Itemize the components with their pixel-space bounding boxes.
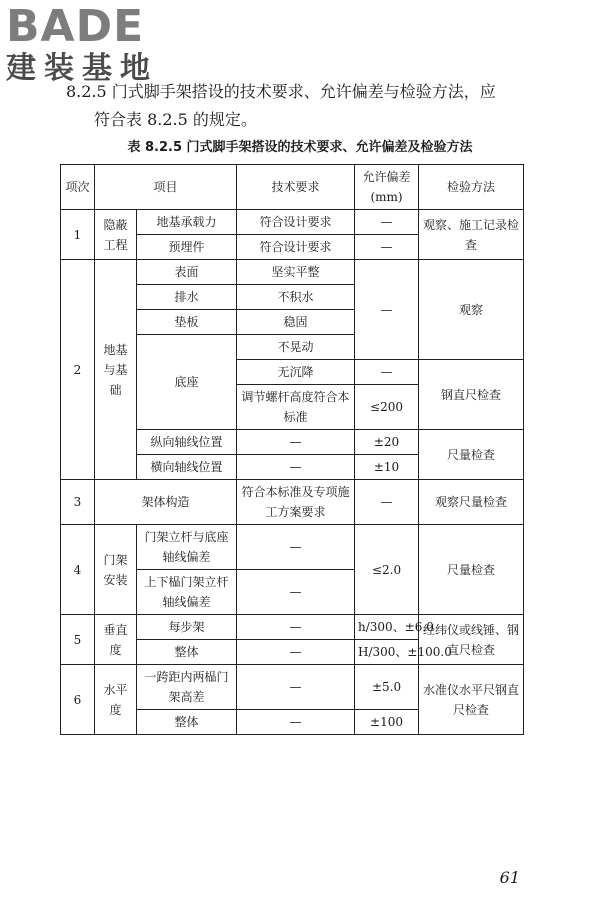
- intro-paragraph: [66, 78, 536, 134]
- table-row: 垫板 稳固: [61, 310, 524, 335]
- page-number: 61: [499, 868, 520, 887]
- table-row: 纵向轴线位置 — ±20 尺量检查: [61, 430, 524, 455]
- header-tol: 允许偏差 (mm): [355, 165, 419, 210]
- table-row: 5 垂直度 每步架 — h/300、±6.0 经纬仪或线锤、钢直尺检查: [61, 615, 524, 640]
- table-row: 调节螺杆高度符合本标准 ≤200: [61, 385, 524, 430]
- table-row: 2 地基与基础 表面 坚实平整 — 观察: [61, 260, 524, 285]
- logo-brand: BADE: [6, 1, 145, 52]
- table-row: 排水 不积水: [61, 285, 524, 310]
- table-row: 横向轴线位置 — ±10: [61, 455, 524, 480]
- table-row: 4 门架安装 门架立杆与底座轴线偏差 — ≤2.0 尺量检查: [61, 525, 524, 570]
- table-row: 整体 — H/300、±100.0: [61, 640, 524, 665]
- table-row: 预埋件 符合设计要求 —: [61, 235, 524, 260]
- header-method: 检验方法: [419, 165, 524, 210]
- table-row: 上下榀门架立杆轴线偏差 —: [61, 570, 524, 615]
- intro-line-1: 8.2.5 门式脚手架搭设的技术要求、允许偏差与检验方法，应: [66, 82, 496, 101]
- header-row: [61, 165, 524, 210]
- header-item: 项目: [95, 165, 237, 210]
- table-row: 底座 不晃动: [61, 335, 524, 360]
- header-no: 项次: [61, 165, 95, 210]
- table-row: 整体 — ±100: [61, 710, 524, 735]
- logo-subtitle: 建装基地: [6, 51, 158, 86]
- table-row: 1 隐蔽工程 地基承载力 符合设计要求 — 观察、施工记录检查: [61, 210, 524, 235]
- table-row: 3 架体构造 符合本标准及专项施工方案要求 — 观察尺量检查: [61, 480, 524, 525]
- table-caption: 表 8.2.5 门式脚手架搭设的技术要求、允许偏差及检验方法: [127, 140, 473, 155]
- header-req: 技术要求: [237, 165, 355, 210]
- table-row: 无沉降 — 钢直尺检查: [61, 360, 524, 385]
- spec-table: [60, 164, 524, 735]
- table-row: 6 水平度 一跨距内两榀门架高差 — ±5.0 水准仪水平尺钢直尺检查: [61, 665, 524, 710]
- intro-line-2: 符合表 8.2.5 的规定。: [94, 110, 257, 129]
